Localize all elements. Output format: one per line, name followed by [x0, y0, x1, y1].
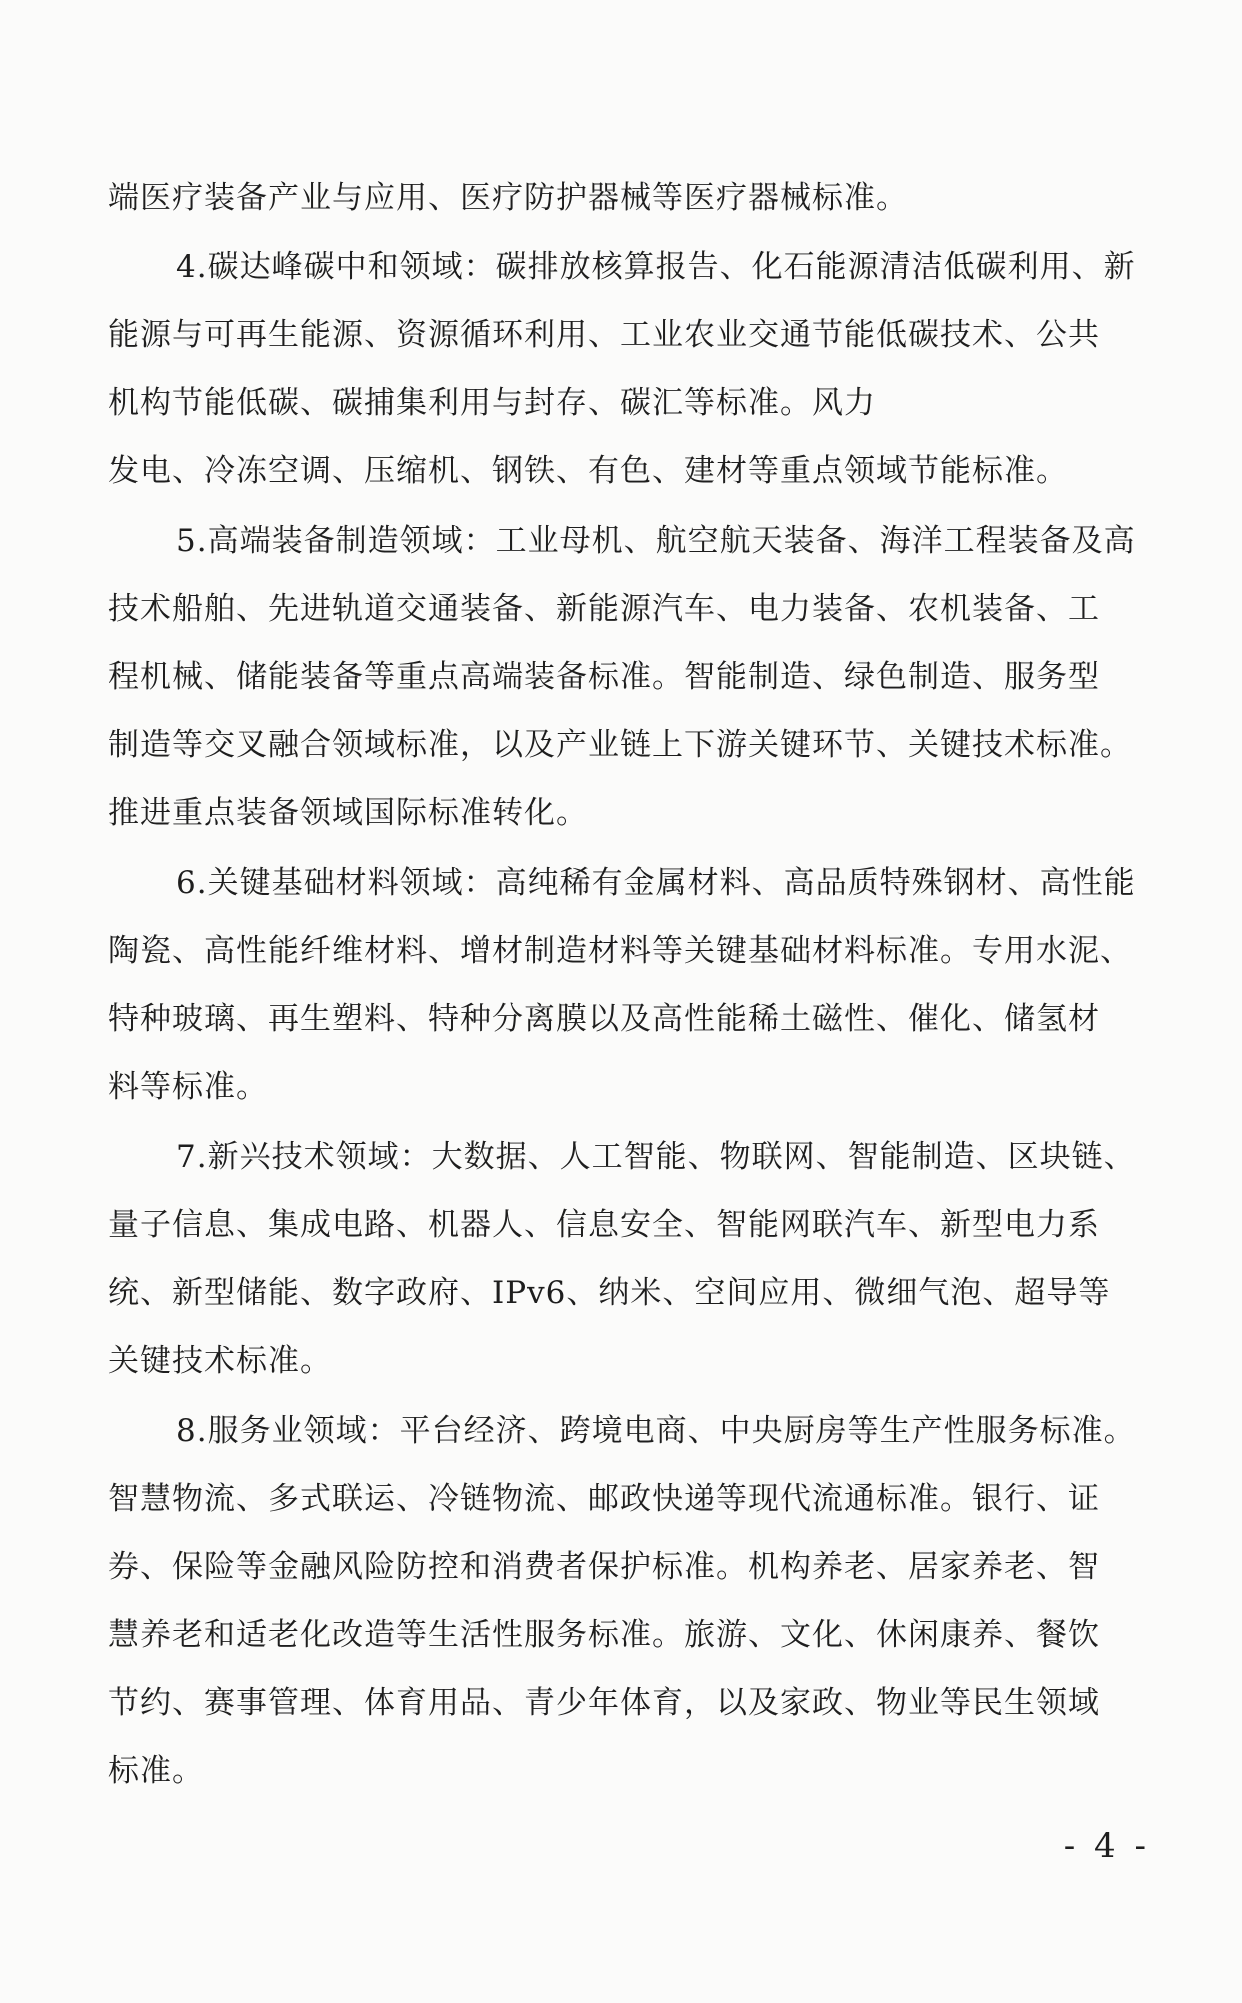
- text-line: 智慧物流、多式联运、冷链物流、邮政快递等现代流通标准。银行、证: [108, 1481, 1100, 1517]
- page-number: - 4 -: [1063, 1826, 1150, 1866]
- text-line: 能源与可再生能源、资源循环利用、工业农业交通节能低碳技术、公共: [108, 317, 1100, 353]
- text-line: 统、新型储能、数字政府、IPv6、纳米、空间应用、微细气泡、超导等: [108, 1275, 1111, 1311]
- text-line: 量子信息、集成电路、机器人、信息安全、智能网联汽车、新型电力系: [108, 1207, 1100, 1243]
- text-line: 制造等交叉融合领域标准，以及产业链上下游关键环节、关键技术标准。: [108, 727, 1132, 763]
- text-line: 机构节能低碳、碳捕集利用与封存、碳汇等标准。风力: [108, 385, 876, 421]
- text-line: 料等标准。: [108, 1069, 268, 1105]
- text-line: 4.碳达峰碳中和领域：碳排放核算报告、化石能源清洁低碳利用、新: [176, 249, 1136, 285]
- text-line: 端医疗装备产业与应用、医疗防护器械等医疗器械标准。: [108, 180, 908, 216]
- text-line: 关键技术标准。: [108, 1343, 332, 1379]
- text-line: 陶瓷、高性能纤维材料、增材制造材料等关键基础材料标准。专用水泥、: [108, 933, 1132, 969]
- text-line: 特种玻璃、再生塑料、特种分离膜以及高性能稀土磁性、催化、储氢材: [108, 1001, 1100, 1037]
- text-line: 程机械、储能装备等重点高端装备标准。智能制造、绿色制造、服务型: [108, 659, 1100, 695]
- text-line: 7.新兴技术领域：大数据、人工智能、物联网、智能制造、区块链、: [176, 1139, 1136, 1175]
- text-line: 节约、赛事管理、体育用品、青少年体育，以及家政、物业等民生领域: [108, 1685, 1100, 1721]
- text-line: 8.服务业领域：平台经济、跨境电商、中央厨房等生产性服务标准。: [176, 1413, 1136, 1449]
- text-line: 技术船舶、先进轨道交通装备、新能源汽车、电力装备、农机装备、工: [108, 591, 1100, 627]
- text-line: 5.高端装备制造领域：工业母机、航空航天装备、海洋工程装备及高: [176, 523, 1136, 559]
- text-line: 券、保险等金融风险防控和消费者保护标准。机构养老、居家养老、智: [108, 1549, 1100, 1585]
- text-line: 推进重点装备领域国际标准转化。: [108, 795, 588, 831]
- text-line: 发电、冷冻空调、压缩机、钢铁、有色、建材等重点领域节能标准。: [108, 453, 1068, 489]
- text-line: 6.关键基础材料领域：高纯稀有金属材料、高品质特殊钢材、高性能: [176, 865, 1136, 901]
- text-line: 标准。: [108, 1753, 204, 1789]
- text-line: 慧养老和适老化改造等生活性服务标准。旅游、文化、休闲康养、餐饮: [108, 1617, 1100, 1653]
